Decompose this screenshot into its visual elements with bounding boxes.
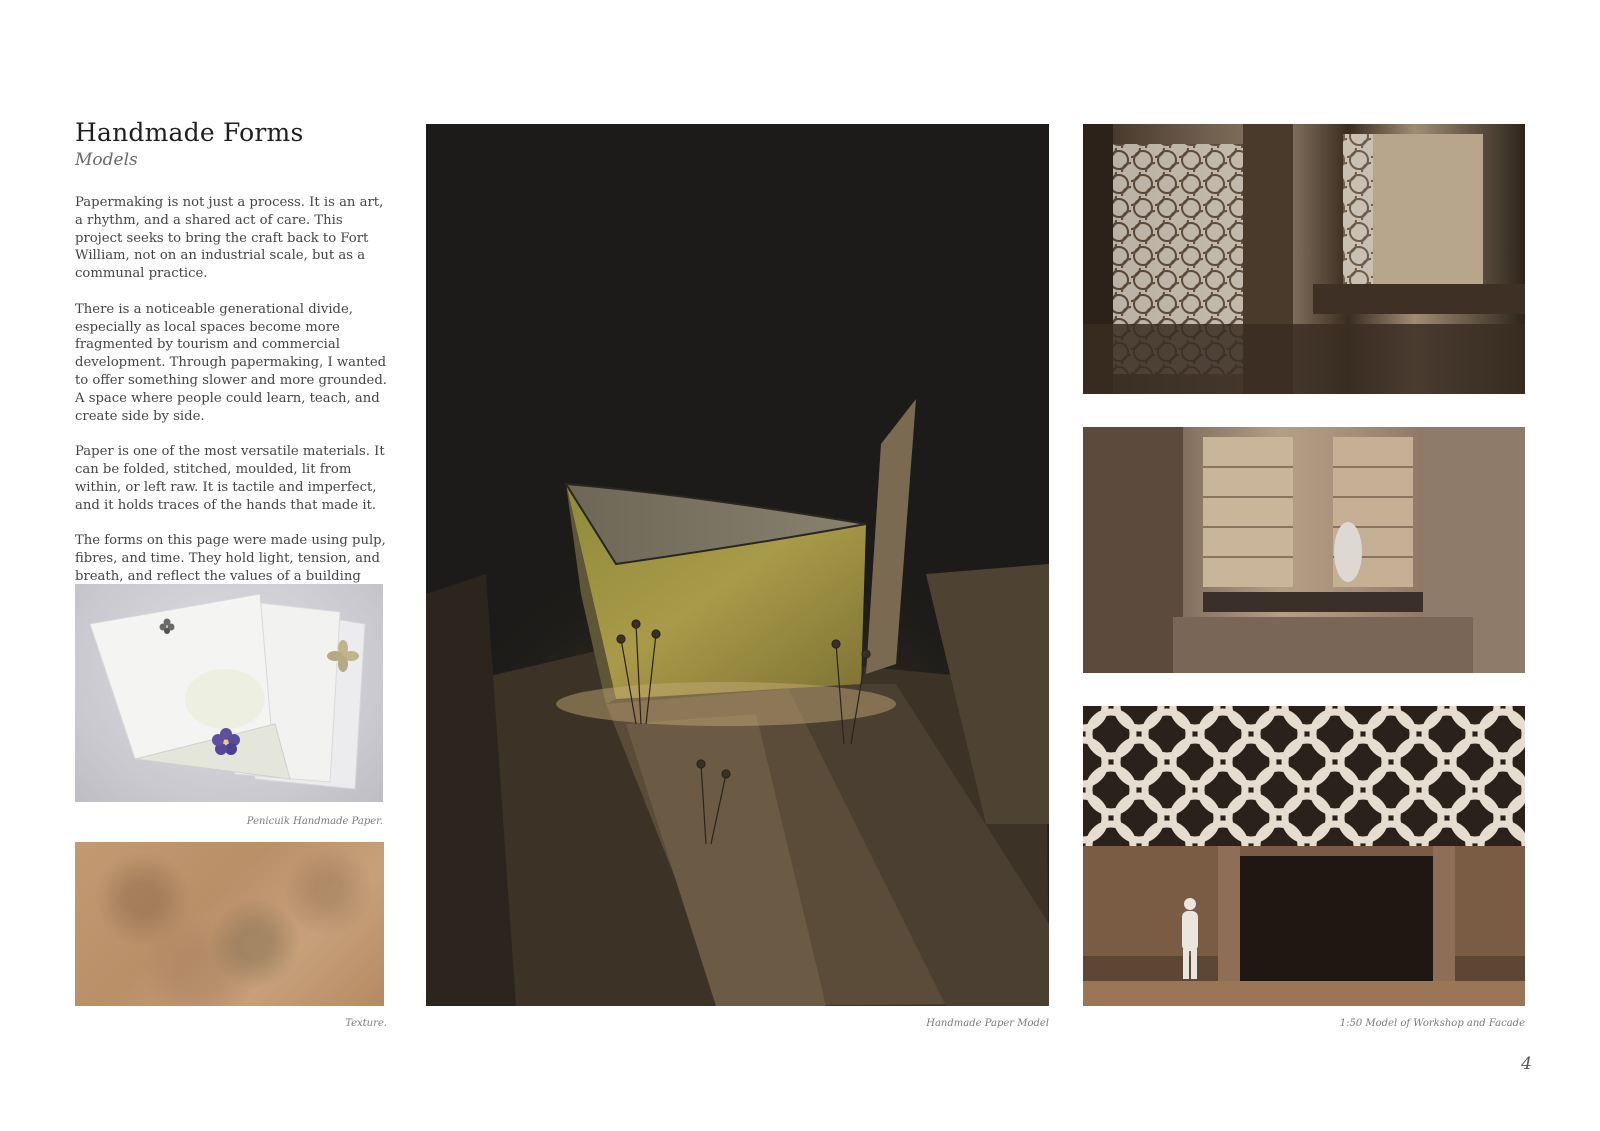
- paragraph: Papermaking is not just a process. It is an art, a rhythm, and a shared act of care. This project seeks to bring the craft back to Fort William, not on an industrial scale, but as a communal practice.: [75, 195, 384, 282]
- paper-texture-photo: [75, 842, 384, 1006]
- page-number: 4: [1521, 1054, 1532, 1074]
- paper-caption: Penicuik Handmade Paper.: [246, 816, 383, 827]
- texture-caption: Texture.: [345, 1018, 387, 1029]
- facade-model-photo: [1083, 706, 1525, 1006]
- facade-model-illustration: [1083, 706, 1525, 1006]
- paragraph: There is a noticeable generational divide, especially as local spaces become more fragmented by tourism and commercial development. Through papermaking, I wanted to offer something slower and more grounded. A space where people could learn, teach, and create side by side.: [75, 301, 387, 424]
- body-text: [75, 194, 390, 621]
- model-illustration: [426, 124, 1049, 1006]
- workshop-caption: 1:50 Model of Workshop and Facade: [1339, 1018, 1525, 1029]
- interior-screen-photo: [1083, 124, 1525, 394]
- paragraph: The forms on this page were made using pulp, fibres, and time. They hold light, tension, and breath, and reflect the values of a building: [75, 533, 386, 584]
- page-subtitle: Models: [75, 150, 138, 170]
- handmade-paper-illustration: [75, 584, 383, 802]
- page-title: Handmade Forms: [75, 118, 304, 147]
- handmade-paper-photo: [75, 584, 383, 802]
- main-model-caption: Handmade Paper Model: [926, 1018, 1049, 1029]
- handmade-paper-model-photo: [426, 124, 1049, 1006]
- interior-screen-illustration: [1083, 124, 1525, 394]
- figure-icon: [1334, 522, 1362, 582]
- paragraph: Paper is one of the most versatile materials. It can be folded, stitched, moulded, lit from within, or left raw. It is tactile and imperfect, and it holds traces of the hands that made it.: [75, 444, 385, 513]
- workshop-interior-illustration: [1083, 427, 1525, 673]
- workshop-interior-photo: [1083, 427, 1525, 673]
